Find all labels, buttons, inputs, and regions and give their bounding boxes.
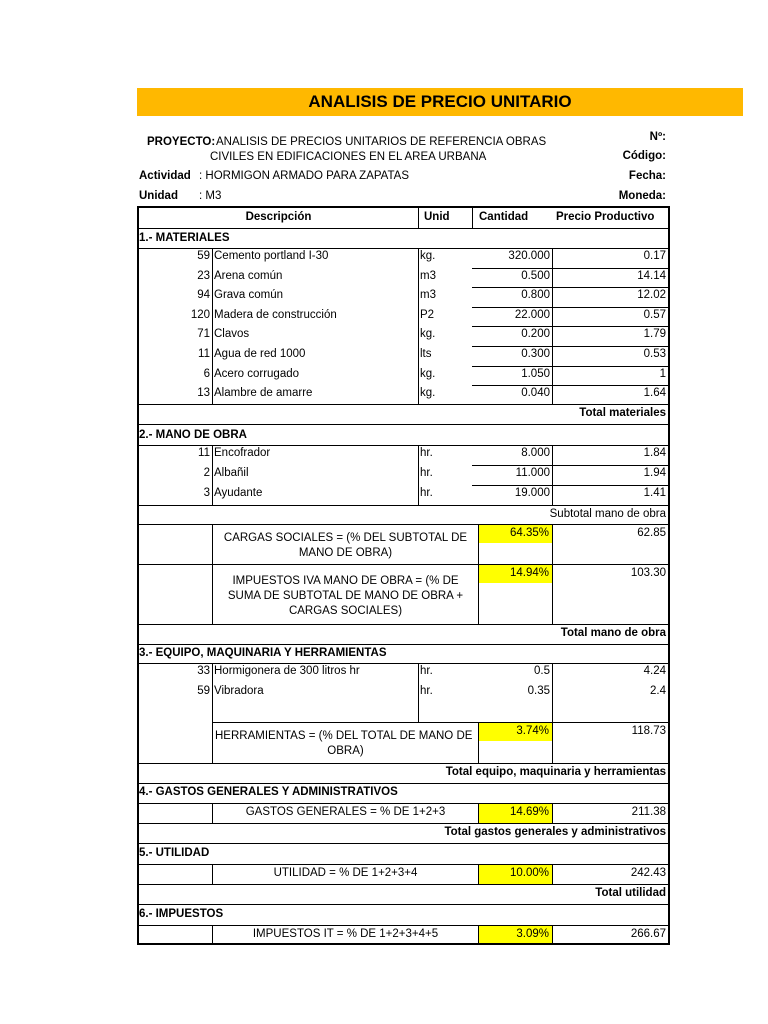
proyecto-line2: CIVILES EN EDIFICACIONES EN EL AREA URBANA <box>210 151 487 163</box>
col-divider <box>212 445 213 505</box>
moneda-label: Moneda: <box>618 190 666 202</box>
iva-label-line1: IMPUESTOS IVA MANO DE OBRA = (% DE <box>232 575 459 587</box>
row-price: 0.17 <box>643 250 666 262</box>
row-quantity: 1.050 <box>521 367 550 380</box>
col-divider <box>472 206 473 228</box>
herr-pct: 3.74% <box>516 725 549 737</box>
row-unit: kg. <box>420 367 436 380</box>
row-price: 2.4 <box>650 684 666 697</box>
actividad-value: : HORMIGON ARMADO PARA ZAPATAS <box>199 170 410 182</box>
row-price: 1.94 <box>643 466 666 479</box>
row-quantity: 0.800 <box>521 289 550 302</box>
row-divider <box>137 884 670 885</box>
row-price: 0.57 <box>643 308 666 321</box>
row-description: Vibradora <box>214 684 264 697</box>
cell-rule <box>472 465 670 466</box>
row-quantity: 0.5 <box>534 665 550 677</box>
numero-label: Nº: <box>649 131 666 143</box>
cell-rule <box>472 485 670 486</box>
row-divider <box>137 663 670 664</box>
row-price: 0.53 <box>643 348 666 360</box>
row-description: Cemento portland I-30 <box>214 250 329 262</box>
row-code: 59 <box>197 250 210 262</box>
row-quantity: 0.040 <box>521 387 550 400</box>
proyecto-line1: ANALISIS DE PRECIOS UNITARIOS DE REFERENCIA OBRAS <box>216 136 547 148</box>
col-divider <box>418 248 419 404</box>
herr-value: 118.73 <box>631 725 666 737</box>
fecha-label: Fecha: <box>628 170 666 182</box>
row-divider <box>137 904 670 905</box>
col-header-precio: Precio Productivo <box>556 211 655 223</box>
row-description: Alambre de amarre <box>214 387 313 400</box>
row-divider <box>137 624 670 625</box>
row-unit: m3 <box>420 269 436 282</box>
row-price: 1.64 <box>643 387 666 400</box>
row-price: 1 <box>659 367 666 380</box>
table-border-right <box>668 206 670 945</box>
cell-rule <box>472 346 670 347</box>
herr-label-line2: OBRA) <box>327 745 364 757</box>
row-code: 13 <box>197 387 210 400</box>
row-quantity: 19.000 <box>514 486 550 499</box>
table-border-bottom <box>137 943 670 945</box>
cargas-pct: 64.35% <box>509 527 549 539</box>
col-divider <box>212 248 213 404</box>
cell-rule <box>472 307 670 308</box>
section-title-equipo: 3.- EQUIPO, MAQUINARIA Y HERRAMIENTAS <box>139 647 387 659</box>
row-description: Acero corrugado <box>214 367 300 380</box>
row-code: 6 <box>203 367 210 380</box>
cargas-label-line2: MANO DE OBRA) <box>298 547 393 559</box>
codigo-label: Código: <box>622 150 666 162</box>
total-mano-obra-label: Total mano de obra <box>560 627 666 639</box>
section-title-utilidad: 5.- UTILIDAD <box>139 847 210 859</box>
row-divider <box>137 248 670 249</box>
total-utilidad-label: Total utilidad <box>595 887 666 899</box>
row-divider <box>137 445 670 446</box>
col-divider <box>418 445 419 505</box>
total-equipo-label: Total equipo, maquinaria y herramientas <box>445 766 666 778</box>
row-unit: hr. <box>420 486 433 499</box>
row-description: Madera de construcción <box>214 308 337 321</box>
row-unit: hr. <box>420 466 433 479</box>
page-title: ANALISIS DE PRECIO UNITARIO <box>308 92 572 111</box>
row-price: 14.14 <box>637 269 666 282</box>
row-code: 11 <box>198 447 210 459</box>
cell-rule <box>472 366 670 367</box>
row-divider <box>137 864 670 865</box>
row-code: 33 <box>197 665 210 677</box>
row-unit: P2 <box>420 308 435 321</box>
row-code: 3 <box>203 486 210 499</box>
cell-rule <box>472 385 670 386</box>
row-code: 23 <box>197 269 210 282</box>
row-divider <box>137 505 670 506</box>
row-unit: kg. <box>420 328 436 341</box>
row-quantity: 0.35 <box>527 684 550 697</box>
row-description: Arena común <box>214 269 283 282</box>
col-divider <box>552 445 553 505</box>
row-price: 1.79 <box>643 328 666 341</box>
row-quantity: 0.500 <box>521 269 550 282</box>
row-code: 11 <box>198 348 210 360</box>
section-title-mano-obra: 2.- MANO DE OBRA <box>139 429 247 441</box>
row-divider <box>137 228 670 229</box>
impuestos-value: 266.67 <box>630 928 666 940</box>
gastos-value: 211.38 <box>631 806 666 818</box>
row-divider <box>137 644 670 645</box>
col-divider <box>418 206 419 228</box>
row-code: 120 <box>190 308 210 321</box>
row-description: Ayudante <box>214 486 263 499</box>
cargas-value: 62.85 <box>637 527 666 539</box>
total-gastos-label: Total gastos generales y administrativos <box>444 826 666 838</box>
row-unit: m3 <box>420 289 436 302</box>
row-description: Clavos <box>214 328 250 341</box>
row-price: 4.24 <box>643 665 666 677</box>
row-code: 94 <box>197 289 210 302</box>
row-divider <box>137 564 670 565</box>
iva-pct: 14.94% <box>509 567 549 579</box>
row-divider <box>137 843 670 844</box>
row-divider <box>137 803 670 804</box>
row-price: 12.02 <box>637 289 666 302</box>
proyecto-label: PROYECTO: <box>147 136 216 148</box>
row-divider <box>137 925 670 926</box>
row-quantity: 11.000 <box>515 466 550 479</box>
row-description: Agua de red 1000 <box>214 348 306 360</box>
row-price: 1.41 <box>643 486 666 499</box>
row-unit: lts <box>420 348 432 360</box>
row-divider <box>137 823 670 824</box>
total-materiales-label: Total materiales <box>579 407 666 419</box>
iva-label-line2: SUMA DE SUBTOTAL DE MANO DE OBRA + <box>227 590 464 602</box>
section-title-materiales: 1.- MATERIALES <box>139 232 230 244</box>
section-title-impuestos: 6.- IMPUESTOS <box>139 908 224 920</box>
row-code: 71 <box>197 328 210 341</box>
col-divider <box>552 663 553 763</box>
row-divider <box>137 424 670 425</box>
impuestos-pct: 3.09% <box>516 928 549 940</box>
row-description: Grava común <box>214 289 284 302</box>
cell-rule <box>472 326 670 327</box>
table-border-top <box>137 206 670 208</box>
section-title-gastos: 4.- GASTOS GENERALES Y ADMINISTRATIVOS <box>139 786 398 798</box>
row-quantity: 320.000 <box>508 250 550 262</box>
row-unit: kg. <box>420 387 436 400</box>
utilidad-pct: 10.00% <box>509 867 549 879</box>
unidad-label: Unidad <box>139 190 178 202</box>
row-quantity: 0.200 <box>521 328 550 341</box>
impuestos-label: IMPUESTOS IT = % DE 1+2+3+4+5 <box>252 928 439 940</box>
row-divider <box>137 783 670 784</box>
row-quantity: 0.300 <box>521 348 550 360</box>
row-quantity: 22.000 <box>514 308 550 321</box>
unidad-value: : M3 <box>199 190 222 202</box>
iva-label-line3: CARGAS SOCIALES) <box>288 605 403 617</box>
row-code: 59 <box>197 684 210 697</box>
row-description: Encofrador <box>214 447 271 459</box>
cargas-label-line1: CARGAS SOCIALES = (% DEL SUBTOTAL DE <box>223 532 468 544</box>
col-header-descripcion: Descripción <box>245 211 312 223</box>
gastos-label: GASTOS GENERALES = % DE 1+2+3 <box>245 806 446 818</box>
col-header-cantidad: Cantidad <box>479 211 529 223</box>
gastos-pct: 14.69% <box>509 806 549 818</box>
row-divider <box>137 404 670 405</box>
row-divider <box>212 722 670 723</box>
row-description: Hormigonera de 300 litros hr <box>214 665 360 677</box>
subtotal-mano-obra-label: Subtotal mano de obra <box>549 508 666 520</box>
row-code: 2 <box>203 466 210 479</box>
cell-rule <box>472 268 670 269</box>
row-unit: kg. <box>420 250 436 262</box>
utilidad-value: 242.43 <box>630 867 666 879</box>
row-unit: hr. <box>420 684 433 697</box>
row-quantity: 8.000 <box>521 447 550 459</box>
iva-value: 103.30 <box>630 567 666 579</box>
row-divider <box>137 524 670 525</box>
cell-rule <box>472 287 670 288</box>
row-unit: hr. <box>420 665 433 677</box>
herr-label-line1: HERRAMIENTAS = (% DEL TOTAL DE MANO DE <box>215 730 473 742</box>
row-divider <box>137 763 670 764</box>
row-description: Albañil <box>214 466 249 479</box>
utilidad-label: UTILIDAD = % DE 1+2+3+4 <box>273 867 418 879</box>
col-divider <box>418 663 419 722</box>
row-price: 1.84 <box>643 447 666 459</box>
actividad-label: Actividad <box>139 170 191 182</box>
col-header-unid: Unid <box>424 211 450 223</box>
row-unit: hr. <box>420 447 433 459</box>
